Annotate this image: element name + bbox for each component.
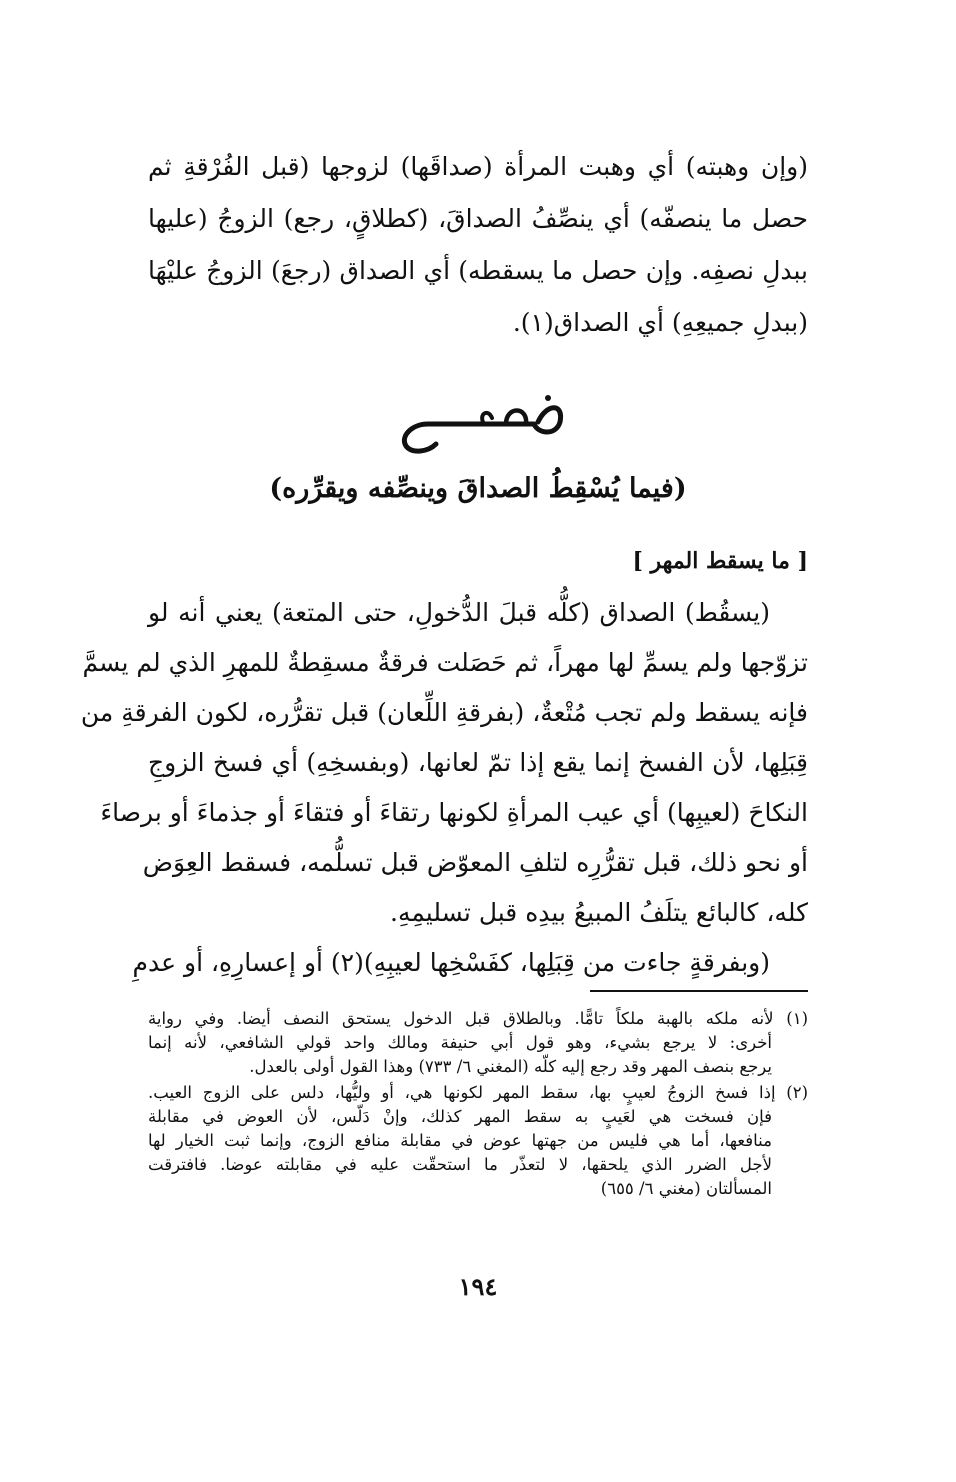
- text-line: حصل ما ينصفّه) أي ينصِّفُ الصداقَ، (كطلاقٍ، رجع) الزوجُ (عليها: [148, 204, 808, 233]
- page-number: ١٩٤: [458, 1272, 498, 1301]
- text-line: (وإن وهبته) أي وهبت المرأة (صداقَها) لزوجها (قبل الفُرْقةِ ثم: [148, 152, 808, 181]
- text-line: النكاحَ (لعيبِها) أي عيب المرأةِ لكونها رتقاءَ أو فتقاءَ أو جذماءَ أو برصاءَ: [100, 798, 808, 827]
- footnote-line: لأجل الضرر الذي يلحقها، لا لتعذّر ما استحقّت عليه في مقابلته عوضا. فافترقت: [148, 1155, 772, 1174]
- text-line: فإنه يسقط ولم تجب مُتْعةٌ، (بفرقةِ اللِّعان) قبل تقرُّره، لكون الفرقةِ من: [80, 698, 808, 727]
- text-line: (وبفرقةٍ جاءت من قِبَلِها، كفَسْخِها لعيبِهِ)(٢) أو إعسارِهِ، أو عدمِ: [132, 948, 770, 977]
- footnote-line: فإن فسخت هي لعَيبٍ به سقط المهر كذلك، وإنْ دَلّس، لأن العوض في مقابلة: [148, 1107, 772, 1126]
- text-line: (يسقُط) الصداق (كلُّه قبلَ الدُّخولِ، حتى المتعة) يعني أنه لو: [148, 598, 770, 627]
- footnote-line: منافعها، أما هي فليس من جهتها عوض في مقابلة منافع الزوج، وإنما ثبت الخيار لها: [148, 1131, 772, 1150]
- text-line: ببدلِ نصفِه. وإن حصل ما يسقطه) أي الصداق (رجعَ) الزوجُ عليْهَا: [148, 256, 808, 285]
- footnote-line: أخرى: لا يرجع بشيء، وهو قول أبي حنيفة ومالك واحد قولي الشافعي، لأنه إنما: [148, 1033, 772, 1052]
- text-line: (ببدلِ جميعِهِ) أي الصداق(١).: [512, 308, 808, 337]
- footnote-line: (١) لأنه ملكه بالهبة ملكاً تامًّا. وبالطلاق قبل الدخول يستحق النصف أيضا. وفي رواية: [148, 1009, 808, 1028]
- text-line: قِبَلِها، لأن الفسخ إنما يقع إذا تمّ لعانها، (وبفسخِهِ) أي فسخ الزوجِ: [148, 748, 808, 777]
- footnote-separator: [590, 990, 808, 992]
- calligraphy-fasl-icon: [388, 392, 568, 456]
- footnote-line: المسألتان (مغني ٦/ ٦٥٥): [600, 1179, 772, 1198]
- chapter-title: (فيما يُسْقِطُ الصداقَ وينصِّفه ويقرِّره): [269, 473, 687, 504]
- text-line: أو نحو ذلك، قبل تقرُّرِه لتلفِ المعوّض قبل تسلُّمه، فسقط العِوَض: [142, 848, 808, 877]
- footnote-line: (٢) إذا فسخ الزوجُ لعيبٍ بها، سقط المهر لكونها هي، أو وليُّها، دلس على الزوج العيب.: [148, 1083, 808, 1102]
- footnote-line: يرجع بنصف المهر وقد رجع إليه كلّه (المغني ٦/ ٧٣٣) وهذا القول أولى بالعدل.: [249, 1057, 772, 1076]
- section-ornament: [0, 392, 956, 460]
- text-line: تزوّجها ولم يسمِّ لها مهراً، ثم حَصَلت فرقةٌ مسقِطةٌ للمهرِ الذي لم يسمَّ: [82, 648, 808, 677]
- text-line: كله، كالبائع يتلَفُ المبيعُ بيدِه قبل تسليمِهِ.: [390, 898, 808, 927]
- section-heading: [ ما يسقط المهر ]: [632, 548, 808, 574]
